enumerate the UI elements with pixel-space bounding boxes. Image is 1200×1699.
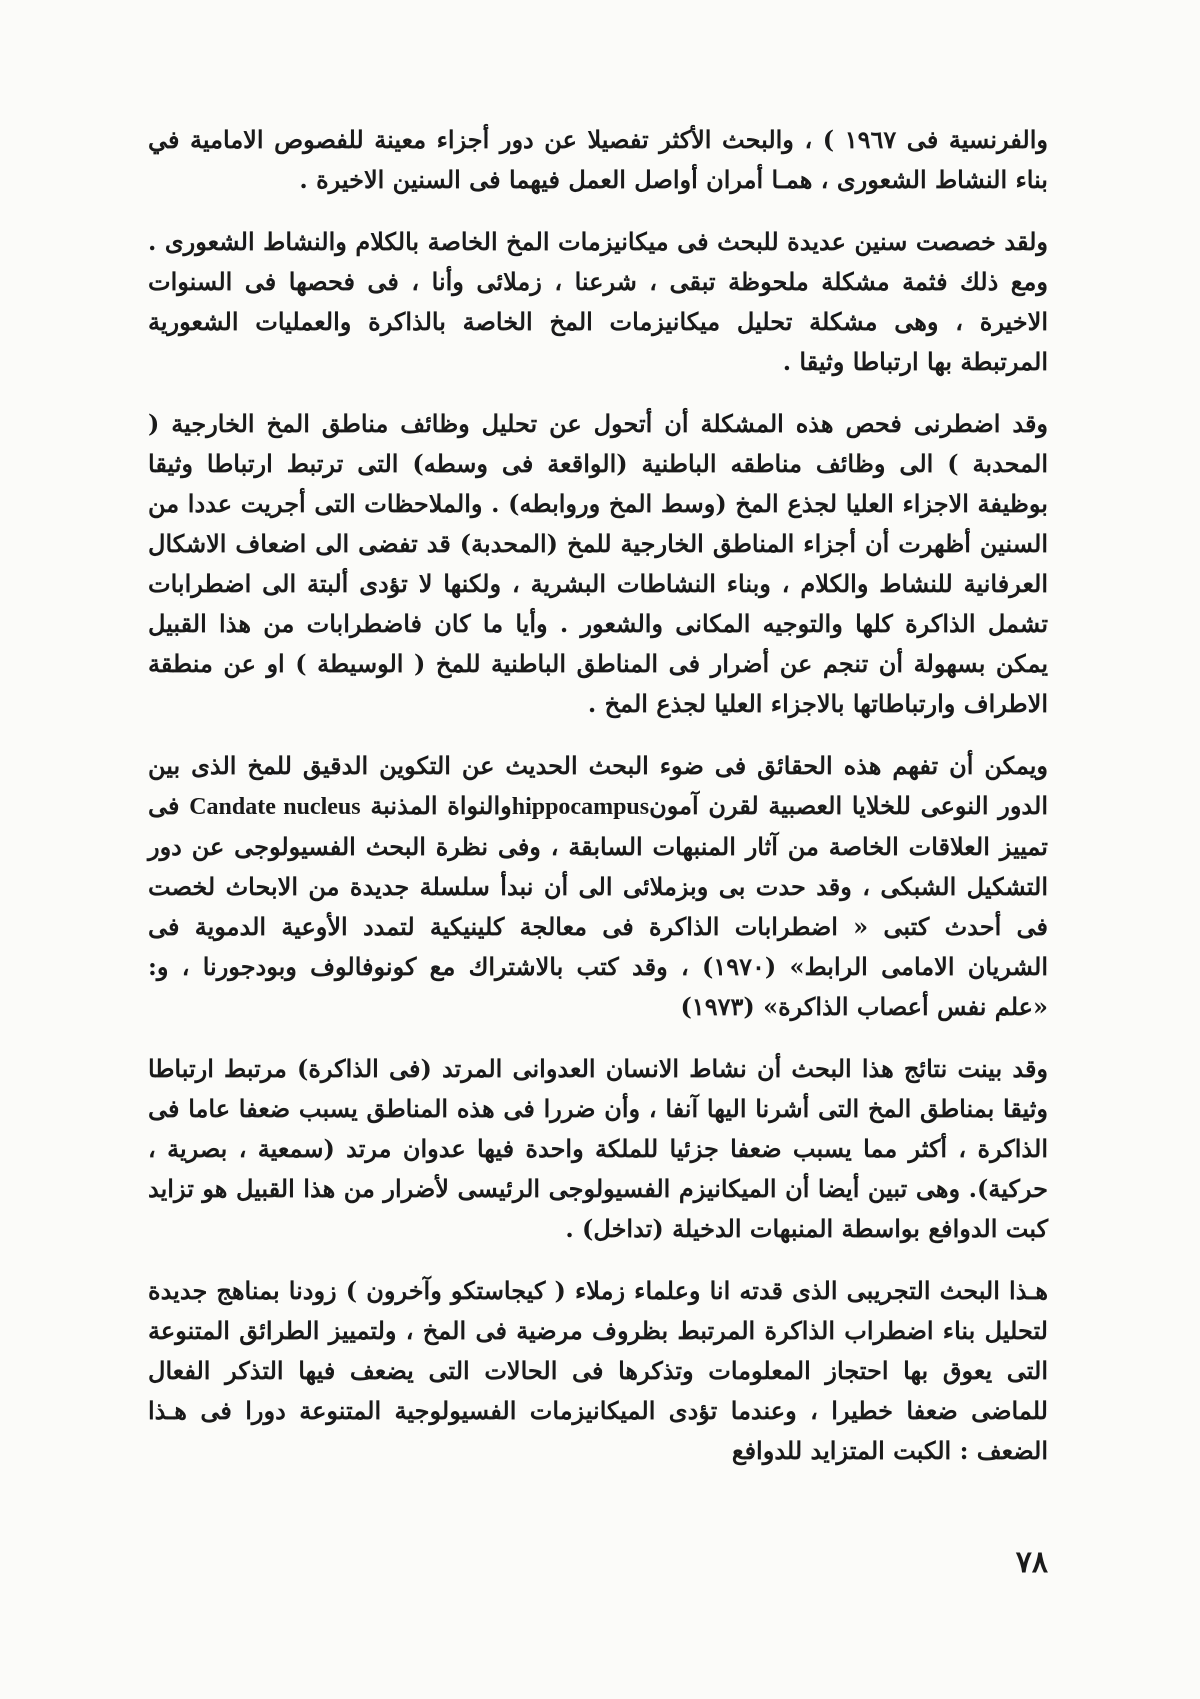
term-hippocampus: hippocampus [511,794,650,820]
paragraph-4-part-1: ويمكن أن تفهم هذه الحقائق فى ضوء البحث الحديث عن التكوين الدقيق للمخ الذى بين الدور النوعى للخلايا العصبية لقرن آمون [148,751,1049,820]
paragraph-2: ولقد خصصت سنين عديدة للبحث فى ميكانيزمات المخ الخاصة بالكلام والنشاط الشعورى . ومع ذلك فثمة مشكلة ملحوظة تبقى ، شرعنا ، زملائى وأنا ، فى فحصها فى السنوات الاخيرة ، وهى مشكلة تحليل ميكانيزمات المخ الخاصة بالذاكرة والعمليات الشعورية المرتبطة بها ارتباطا وثيقا . [148,227,1048,376]
page-number: ٧٨ [1015,1545,1048,1580]
paragraph-4-part-3: فى تمييز العلاقات الخاصة من آثار المنبهات السابقة ، وفى نظرة البحث الفسيولوجى عن دور التشكيل الشبكى ، وقد حدت بى وبزملائى الى أن نبدأ سلسلة جديدة من الابحاث لخصت فى أحدث كتبى « اضطرابات الذاكرة فى معالجة كلينيكية لتمدد الأوعية الدموية فى الشريان الامامى الرابط» (١٩٧٠) ، وقد كتب بالاشتراك مع كونوفالوف وبودجورنا ، و: «علم نفس أعصاب الذاكرة» (١٩٧٣) [148,791,1048,1021]
body-text [148,120,1048,1493]
paragraph-1: والفرنسية فى ١٩٦٧ ) ، والبحث الأكثر تفصيلا عن دور أجزاء معينة للفصوص الامامية في بناء النشاط الشعورى ، همـا أمران أواصل العمل فيهما فى السنين الاخيرة . [148,125,1048,194]
paragraph-3: وقد اضطرنى فحص هذه المشكلة أن أتحول عن تحليل وظائف مناطق المخ الخارجية ( المحدبة ) الى وظائف مناطقه الباطنية (الواقعة فى وسطه) التى ترتبط ارتباطا وثيقا بوظيفة الاجزاء العليا لجذع المخ (وسط المخ وروابطه) . والملاحظات التى أجريت عددا من السنين أظهرت أن أجزاء المناطق الخارجية للمخ (المحدبة) قد تفضى الى اضعاف الاشكال العرفانية للنشاط والكلام ، وبناء النشاطات البشرية ، ولكنها لا تؤدى ألبتة الى اضطرابات تشمل الذاكرة كلها والتوجيه المكانى والشعور . وأيا ما كان فاضطرابات من هذا القبيل يمكن بسهولة أن تنجم عن أضرار فى المناطق الباطنية للمخ ( الوسيطة ) او عن منطقة الاطراف وارتباطاتها بالاجزاء العليا لجذع المخ . [148,409,1048,718]
paragraph-6: هـذا البحث التجريبى الذى قدته انا وعلماء زملاء ( كيجاستكو وآخرون ) زودنا بمناهج جديدة لتحليل بناء اضطراب الذاكرة المرتبط بظروف مرضية فى المخ ، ولتمييز الطرائق المتنوعة التى يعوق بها احتجاز المعلومات وتذكرها فى الحالات التى يضعف فيها التذكر الفعال للماضى ضعفا خطيرا ، وعندما تؤدى الميكانيزمات الفسيولوجية المتنوعة دورا فى هـذا الضعف : الكبت المتزايد للدوافع [148,1276,1048,1465]
paragraph-4-part-2: والنواة المذنبة [370,791,512,820]
paragraph-5: وقد بينت نتائج هذا البحث أن نشاط الانسان العدوانى المرتد (فى الذاكرة) مرتبط ارتباطا وثيقا بمناطق المخ التى أشرنا اليها آنفا ، وأن ضررا فى هذه المناطق يسبب ضعفا عاما فى الذاكرة ، أكثر مما يسبب ضعفا جزئيا للملكة واحدة فيها عدوان مرتد (سمعية ، بصرية ، حركية). وهى تبين أيضا أن الميكانيزم الفسيولوجى الرئيسى لأضرار من هذا القبيل هو تزايد كبت الدوافع بواسطة المنبهات الدخيلة (تداخل) . [148,1054,1048,1243]
term-candate-nucleus: Candate nucleus [189,794,361,820]
paragraph-4 [148,746,1048,1027]
